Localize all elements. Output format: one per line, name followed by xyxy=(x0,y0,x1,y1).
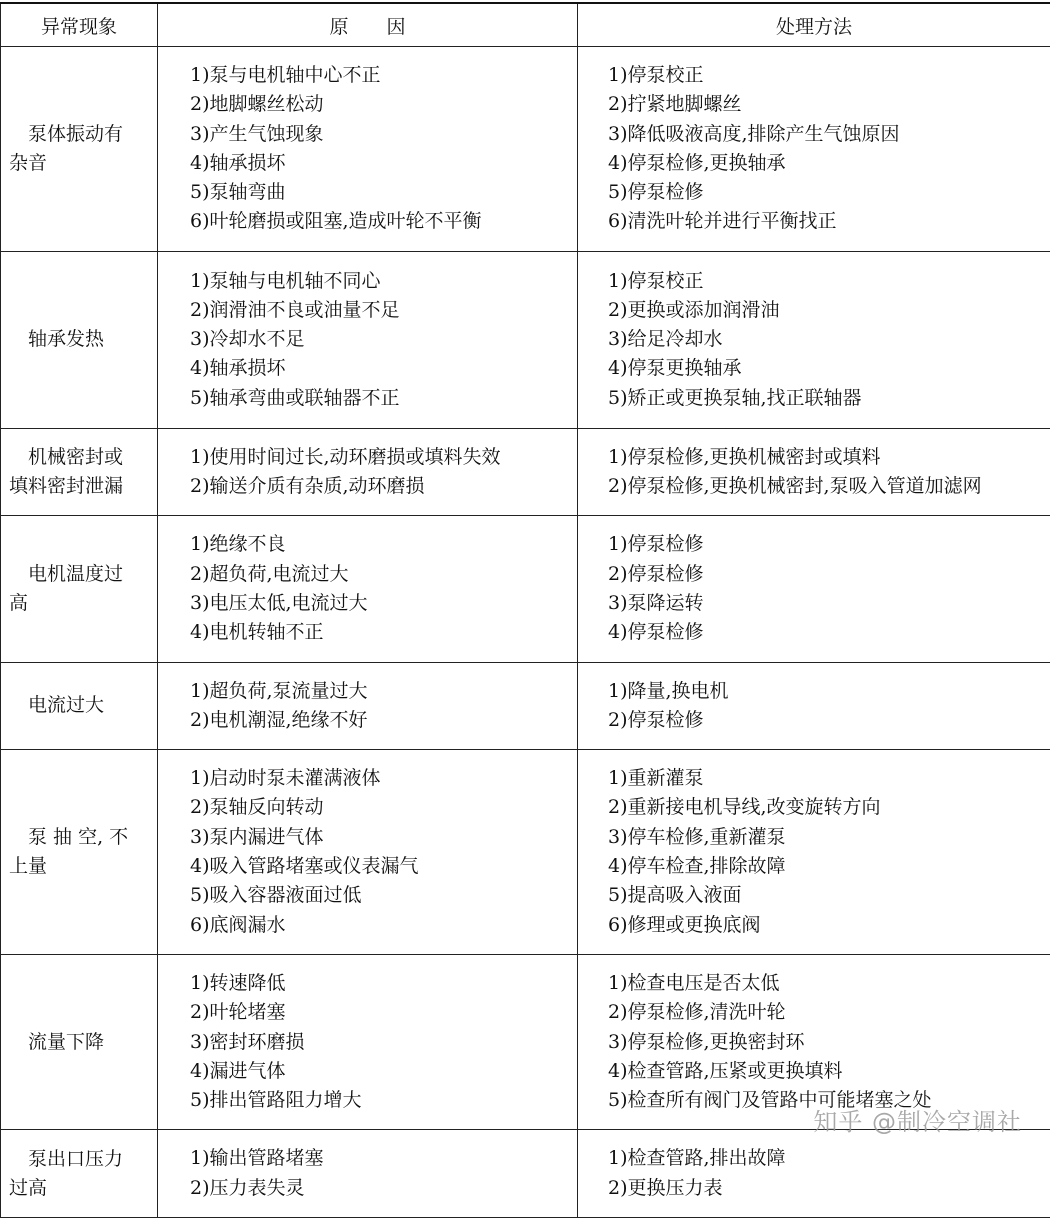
symptom-text: 填料密封泄漏 xyxy=(9,472,151,501)
remedy-item: 1)停泵检修 xyxy=(608,530,1050,559)
cause-item: 5)泵轴弯曲 xyxy=(190,178,577,207)
remedy-item: 6)清洗叶轮并进行平衡找正 xyxy=(608,207,1050,236)
cause-item: 2)叶轮堵塞 xyxy=(190,998,577,1027)
cause-item: 2)地脚螺丝松动 xyxy=(190,90,577,119)
symptom-cell xyxy=(1,954,158,1129)
remedy-item: 4)停泵检修,更换轴承 xyxy=(608,149,1050,178)
symptom-text: 杂音 xyxy=(9,149,151,178)
symptom-cell xyxy=(1,750,158,955)
cause-item: 4)电机转轴不正 xyxy=(190,618,577,647)
cause-cell xyxy=(158,1130,578,1218)
cause-item: 4)吸入管路堵塞或仪表漏气 xyxy=(190,852,577,881)
cause-cell xyxy=(158,662,578,750)
remedy-cell xyxy=(578,251,1050,428)
remedy-cell xyxy=(578,750,1050,955)
table-row xyxy=(1,662,1050,750)
cause-item: 3)产生气蚀现象 xyxy=(190,120,577,149)
cause-item: 1)转速降低 xyxy=(190,969,577,998)
symptom-text: 泵体振动有 xyxy=(9,120,151,149)
header-remedy: 处理方法 xyxy=(578,3,1050,47)
remedy-item: 1)检查电压是否太低 xyxy=(608,969,1050,998)
table-row xyxy=(1,750,1050,955)
header-row xyxy=(1,3,1050,47)
cause-cell xyxy=(158,428,578,516)
remedy-cell xyxy=(578,516,1050,662)
cause-item: 5)轴承弯曲或联轴器不正 xyxy=(190,384,577,413)
symptom-text: 过高 xyxy=(9,1174,151,1203)
cause-item: 3)冷却水不足 xyxy=(190,325,577,354)
remedy-item: 6)修理或更换底阀 xyxy=(608,911,1050,940)
remedy-cell xyxy=(578,662,1050,750)
cause-item: 3)密封环磨损 xyxy=(190,1028,577,1057)
remedy-item: 3)停车检修,重新灌泵 xyxy=(608,823,1050,852)
cause-item: 4)漏进气体 xyxy=(190,1057,577,1086)
remedy-cell xyxy=(578,428,1050,516)
cause-item: 4)轴承损坏 xyxy=(190,354,577,383)
pump-fault-table xyxy=(0,2,1050,1218)
cause-item: 3)电压太低,电流过大 xyxy=(190,589,577,618)
cause-item: 1)泵轴与电机轴不同心 xyxy=(190,267,577,296)
cause-item: 6)叶轮磨损或阻塞,造成叶轮不平衡 xyxy=(190,207,577,236)
table-row xyxy=(1,1130,1050,1218)
cause-item: 2)泵轴反向转动 xyxy=(190,793,577,822)
cause-item: 2)压力表失灵 xyxy=(190,1174,577,1203)
remedy-item: 2)更换压力表 xyxy=(608,1174,1050,1203)
symptom-cell xyxy=(1,662,158,750)
symptom-text: 轴承发热 xyxy=(9,325,151,354)
remedy-item: 5)停泵检修 xyxy=(608,178,1050,207)
remedy-item: 2)更换或添加润滑油 xyxy=(608,296,1050,325)
remedy-item: 2)停泵检修 xyxy=(608,560,1050,589)
symptom-text: 电机温度过 xyxy=(9,560,151,589)
cause-item: 1)启动时泵未灌满液体 xyxy=(190,764,577,793)
remedy-item: 3)给足冷却水 xyxy=(608,325,1050,354)
remedy-item: 1)检查管路,排出故障 xyxy=(608,1144,1050,1173)
remedy-item: 4)检查管路,压紧或更换填料 xyxy=(608,1057,1050,1086)
cause-cell xyxy=(158,954,578,1129)
remedy-item: 2)停泵检修,清洗叶轮 xyxy=(608,998,1050,1027)
cause-item: 2)输送介质有杂质,动环磨损 xyxy=(190,472,577,501)
remedy-item: 1)停泵校正 xyxy=(608,61,1050,90)
table-row xyxy=(1,516,1050,662)
remedy-item: 4)停泵检修 xyxy=(608,618,1050,647)
symptom-cell xyxy=(1,47,158,252)
symptom-cell xyxy=(1,428,158,516)
remedy-item: 2)停泵检修,更换机械密封,泵吸入管道加滤网 xyxy=(608,472,1050,501)
cause-item: 2)电机潮湿,绝缘不好 xyxy=(190,706,577,735)
remedy-item: 5)检查所有阀门及管路中可能堵塞之处 xyxy=(608,1086,1050,1115)
header-symptom: 异常现象 xyxy=(1,3,158,47)
symptom-text: 流量下降 xyxy=(9,1028,151,1057)
cause-item: 1)绝缘不良 xyxy=(190,530,577,559)
symptom-text: 高 xyxy=(9,589,151,618)
remedy-item: 1)停泵校正 xyxy=(608,267,1050,296)
table-row xyxy=(1,47,1050,252)
symptom-cell xyxy=(1,251,158,428)
symptom-text: 泵 抽 空, 不 xyxy=(9,823,151,852)
remedy-item: 4)停泵更换轴承 xyxy=(608,354,1050,383)
remedy-cell xyxy=(578,47,1050,252)
cause-cell xyxy=(158,251,578,428)
table-row xyxy=(1,428,1050,516)
remedy-item: 2)重新接电机导线,改变旋转方向 xyxy=(608,793,1050,822)
symptom-cell xyxy=(1,1130,158,1218)
cause-item: 6)底阀漏水 xyxy=(190,911,577,940)
remedy-item: 5)提高吸入液面 xyxy=(608,881,1050,910)
cause-item: 1)输出管路堵塞 xyxy=(190,1144,577,1173)
header-cause: 原 因 xyxy=(158,3,578,47)
remedy-item: 5)矫正或更换泵轴,找正联轴器 xyxy=(608,384,1050,413)
cause-cell xyxy=(158,47,578,252)
cause-item: 5)吸入容器液面过低 xyxy=(190,881,577,910)
remedy-item: 2)停泵检修 xyxy=(608,706,1050,735)
remedy-cell xyxy=(578,1130,1050,1218)
cause-item: 1)泵与电机轴中心不正 xyxy=(190,61,577,90)
remedy-item: 3)停泵检修,更换密封环 xyxy=(608,1028,1050,1057)
remedy-item: 1)重新灌泵 xyxy=(608,764,1050,793)
cause-item: 2)润滑油不良或油量不足 xyxy=(190,296,577,325)
cause-cell xyxy=(158,750,578,955)
watermark: 知乎 @制冷空调社 xyxy=(813,1102,1022,1137)
cause-item: 1)使用时间过长,动环磨损或填料失效 xyxy=(190,443,577,472)
remedy-item: 3)降低吸液高度,排除产生气蚀原因 xyxy=(608,120,1050,149)
cause-item: 2)超负荷,电流过大 xyxy=(190,560,577,589)
cause-cell xyxy=(158,516,578,662)
remedy-item: 1)停泵检修,更换机械密封或填料 xyxy=(608,443,1050,472)
table-row xyxy=(1,251,1050,428)
remedy-item: 2)拧紧地脚螺丝 xyxy=(608,90,1050,119)
symptom-text: 泵出口压力 xyxy=(9,1145,151,1174)
remedy-item: 1)降量,换电机 xyxy=(608,677,1050,706)
symptom-text: 上量 xyxy=(9,852,151,881)
cause-item: 5)排出管路阻力增大 xyxy=(190,1086,577,1115)
cause-item: 4)轴承损坏 xyxy=(190,149,577,178)
remedy-item: 4)停车检查,排除故障 xyxy=(608,852,1050,881)
symptom-cell xyxy=(1,516,158,662)
symptom-text: 机械密封或 xyxy=(9,443,151,472)
symptom-text: 电流过大 xyxy=(9,691,151,720)
cause-item: 3)泵内漏进气体 xyxy=(190,823,577,852)
cause-item: 1)超负荷,泵流量过大 xyxy=(190,677,577,706)
remedy-item: 3)泵降运转 xyxy=(608,589,1050,618)
